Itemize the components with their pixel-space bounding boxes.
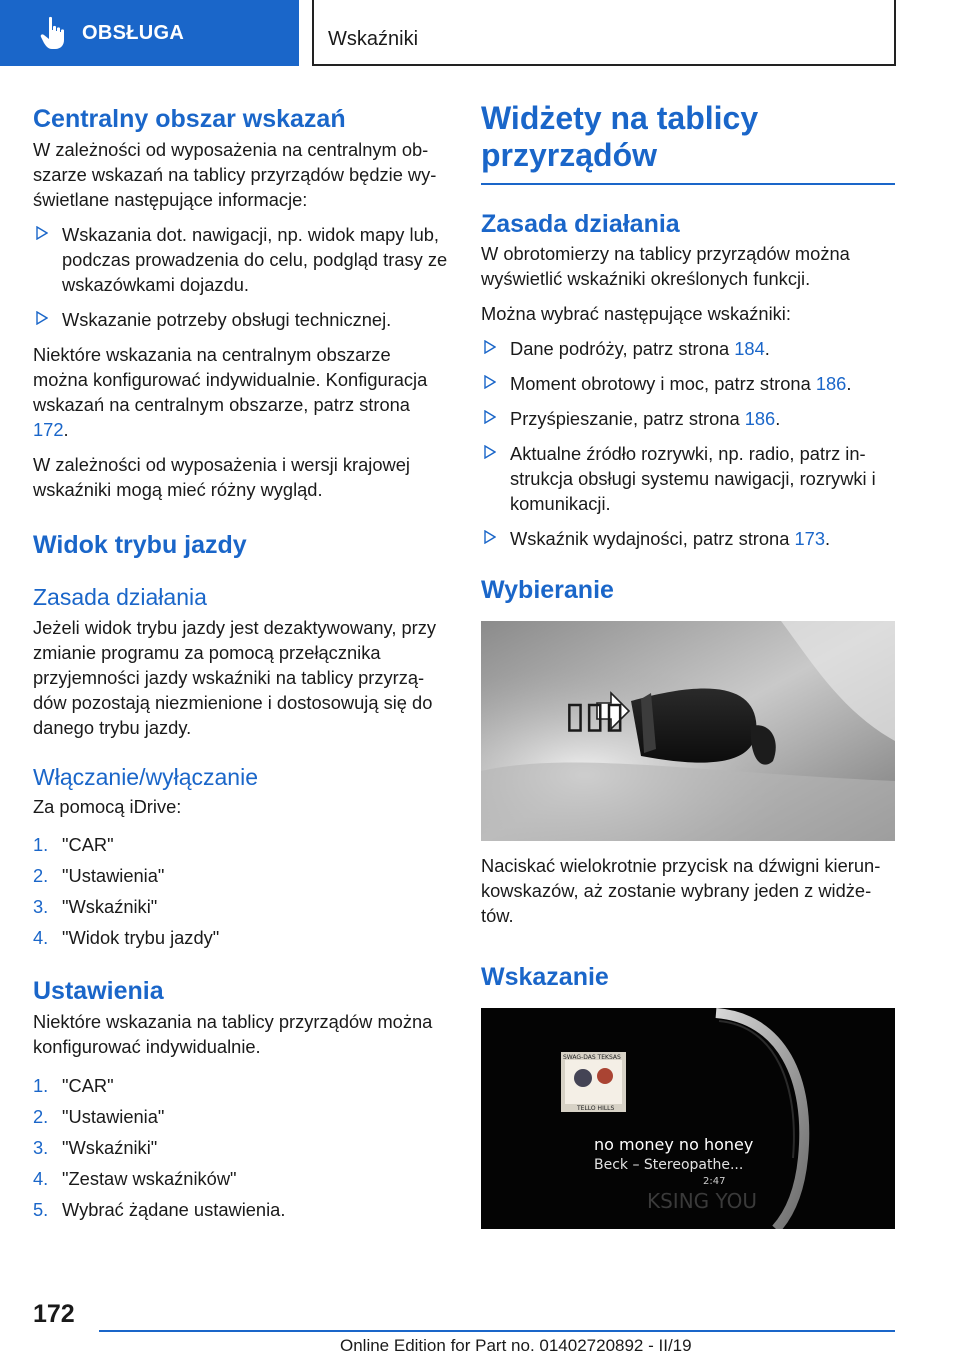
cluster-illustration [481, 1008, 895, 1229]
paragraph-principle: W obrotomierzy na tablicy przyrządów można wyświetlić wskaźniki określonych funkcji. [481, 242, 850, 289]
chapter-tab[interactable] [0, 0, 299, 66]
list-item [481, 336, 895, 361]
heading-principle: Zasada działania [33, 584, 207, 610]
list-item [33, 1135, 448, 1160]
footer-rule [99, 1330, 895, 1332]
page-link-172[interactable]: 172 [33, 419, 64, 440]
paragraph-config-text: Niektóre wskazania na centralnym obszarze można konfigurować indywidualnie. Konfiguracja wskazań na centralnym obszarze, patrz strona [33, 344, 428, 415]
triangle-bullet-icon [484, 340, 496, 354]
paragraph-config-end: . [63, 419, 69, 440]
widget-list [481, 336, 895, 551]
step-text: "CAR" [62, 834, 114, 856]
list-item [33, 1104, 448, 1129]
right-column [481, 100, 895, 1229]
paragraph-idrive: Za pomocą iDrive: [33, 796, 182, 818]
list-item [33, 1166, 448, 1191]
heading-display: Wskazanie [481, 962, 609, 991]
heading-principle: Zasada działania [481, 209, 680, 238]
edition-note: Online Edition for Part no. 01402720892 - II/19 [340, 1336, 692, 1355]
lever-illustration [481, 621, 895, 841]
step-number: 1. [33, 1075, 49, 1097]
list-item [33, 925, 448, 950]
chapter-tab-label: OBSŁUGA [82, 21, 185, 44]
list-item-end: . [846, 372, 852, 394]
page-link[interactable]: 173 [794, 527, 825, 549]
triangle-bullet-icon [484, 410, 496, 424]
triangle-bullet-icon [484, 530, 496, 544]
paragraph-settings: Niektóre wskazania na tablicy przyrządów można konfigurować indywidualnie. [33, 1011, 433, 1058]
step-number: 4. [33, 927, 49, 949]
step-text: "Ustawienia" [62, 1106, 165, 1128]
heading-central-area: Centralny obszar wskazań [33, 105, 346, 133]
list-item-text: Wskaźnik wydajności, patrz strona [510, 527, 795, 549]
paragraph-select: Naciskać wielokrotnie przycisk na dźwigni kierun-kowskazów, aż zostanie wybrany jeden z widże-tów. [481, 854, 881, 926]
paragraph-central-intro: W zależności od wyposażenia na centralnym ob-szarze wskazań na tablicy przyrządów będzie wy-świetlane następujące informacje: [33, 139, 437, 210]
step-text: "Wskaźniki" [62, 1137, 158, 1159]
list-item-text: Wskazania dot. nawigacji, np. widok mapy lub, podczas prowadzenia do celu, podgląd trasy ze wskazówkami dojazdu. [62, 224, 448, 295]
paragraph-principle: Jeżeli widok trybu jazdy jest dezaktywowany, przy zmianie programu za pomocą przełącznika przyjemności jazdy wskaźniki na tablicy przyrzą-dów pozostają niezmienione i dostosowują się do danego trybu jazdy. [33, 616, 437, 738]
cover-title: SWAG-DAS TEKSAS [563, 1053, 621, 1061]
list-item-text: Aktualne źródło rozrywki, np. radio, patrz in-strukcja obsługi systemu nawigacji, rozrywki i komunikacji. [510, 442, 876, 514]
list-item [33, 222, 448, 297]
heading-settings: Ustawienia [33, 977, 164, 1006]
page-link[interactable]: 184 [734, 337, 765, 359]
step-text: "CAR" [62, 1075, 114, 1097]
list-item [481, 371, 895, 396]
turn-signal-lever-photo [481, 621, 895, 841]
triangle-bullet-icon [484, 375, 496, 389]
heading-on-off: Włączanie/wyłączanie [33, 763, 258, 790]
track-time: 2:47 [703, 1175, 726, 1187]
step-text: "Widok trybu jazdy" [62, 927, 220, 949]
step-number: 2. [33, 865, 49, 887]
step-text: "Zestaw wskaźników" [62, 1168, 237, 1190]
step-number: 4. [33, 1168, 49, 1190]
step-number: 3. [33, 896, 49, 918]
heading-select: Wybieranie [481, 575, 614, 604]
page-number: 172 [33, 1300, 75, 1328]
step-number: 2. [33, 1106, 49, 1128]
list-item-text: Moment obrotowy i moc, patrz strona [510, 372, 816, 394]
list-item-text: Dane podróży, patrz strona [510, 337, 735, 359]
list-item [33, 1197, 448, 1222]
step-number: 5. [33, 1199, 49, 1221]
central-info-list [33, 222, 448, 332]
chapter-title: Wskaźniki [312, 0, 896, 66]
hand-pointer-icon [40, 16, 66, 50]
list-item-end: . [764, 337, 770, 359]
list-item [481, 526, 895, 551]
instrument-cluster-photo [481, 1008, 895, 1229]
on-off-steps [33, 832, 448, 950]
step-text: Wybrać żądane ustawienia. [62, 1199, 286, 1221]
triangle-bullet-icon [36, 311, 48, 325]
list-item-end: . [775, 407, 781, 429]
list-item [481, 441, 895, 516]
list-item [33, 863, 448, 888]
heading-drive-mode-view: Widok trybu jazdy [33, 531, 247, 559]
left-column [33, 100, 448, 1222]
triangle-bullet-icon [484, 445, 496, 459]
list-item [33, 894, 448, 919]
page-link[interactable]: 186 [815, 372, 847, 394]
list-item [481, 406, 895, 431]
cover-footer: TELLO HILLS [577, 1104, 615, 1112]
paragraph-choose: Można wybrać następujące wskaźniki: [481, 302, 791, 324]
track-artist: Beck – Stereopathe... [594, 1156, 744, 1173]
step-text: "Wskaźniki" [62, 896, 158, 918]
step-text: "Ustawienia" [62, 865, 165, 887]
triangle-bullet-icon [36, 226, 48, 240]
step-number: 3. [33, 1137, 49, 1159]
motion-marks: ▯▯▯ [565, 694, 625, 736]
page-link[interactable]: 186 [744, 407, 776, 429]
background-banner: KSING YOU [647, 1188, 758, 1213]
list-item-text: Wskazanie potrzeby obsługi technicznej. [62, 309, 392, 330]
list-item-end: . [825, 527, 831, 549]
list-item [33, 1073, 448, 1098]
paragraph-config [33, 342, 448, 442]
paragraph-variant: W zależności od wyposażenia i wersji krajowej wskaźniki mogą mieć różny wygląd. [33, 454, 410, 500]
step-number: 1. [33, 834, 49, 856]
heading-underline [481, 183, 895, 185]
track-title: no money no honey [594, 1134, 754, 1154]
list-item [33, 832, 448, 857]
list-item [33, 307, 448, 332]
list-item-text: Przyśpieszanie, patrz strona [510, 407, 745, 429]
heading-widgets: Widżety na tablicy przyrządów [481, 100, 759, 174]
settings-steps [33, 1073, 448, 1222]
